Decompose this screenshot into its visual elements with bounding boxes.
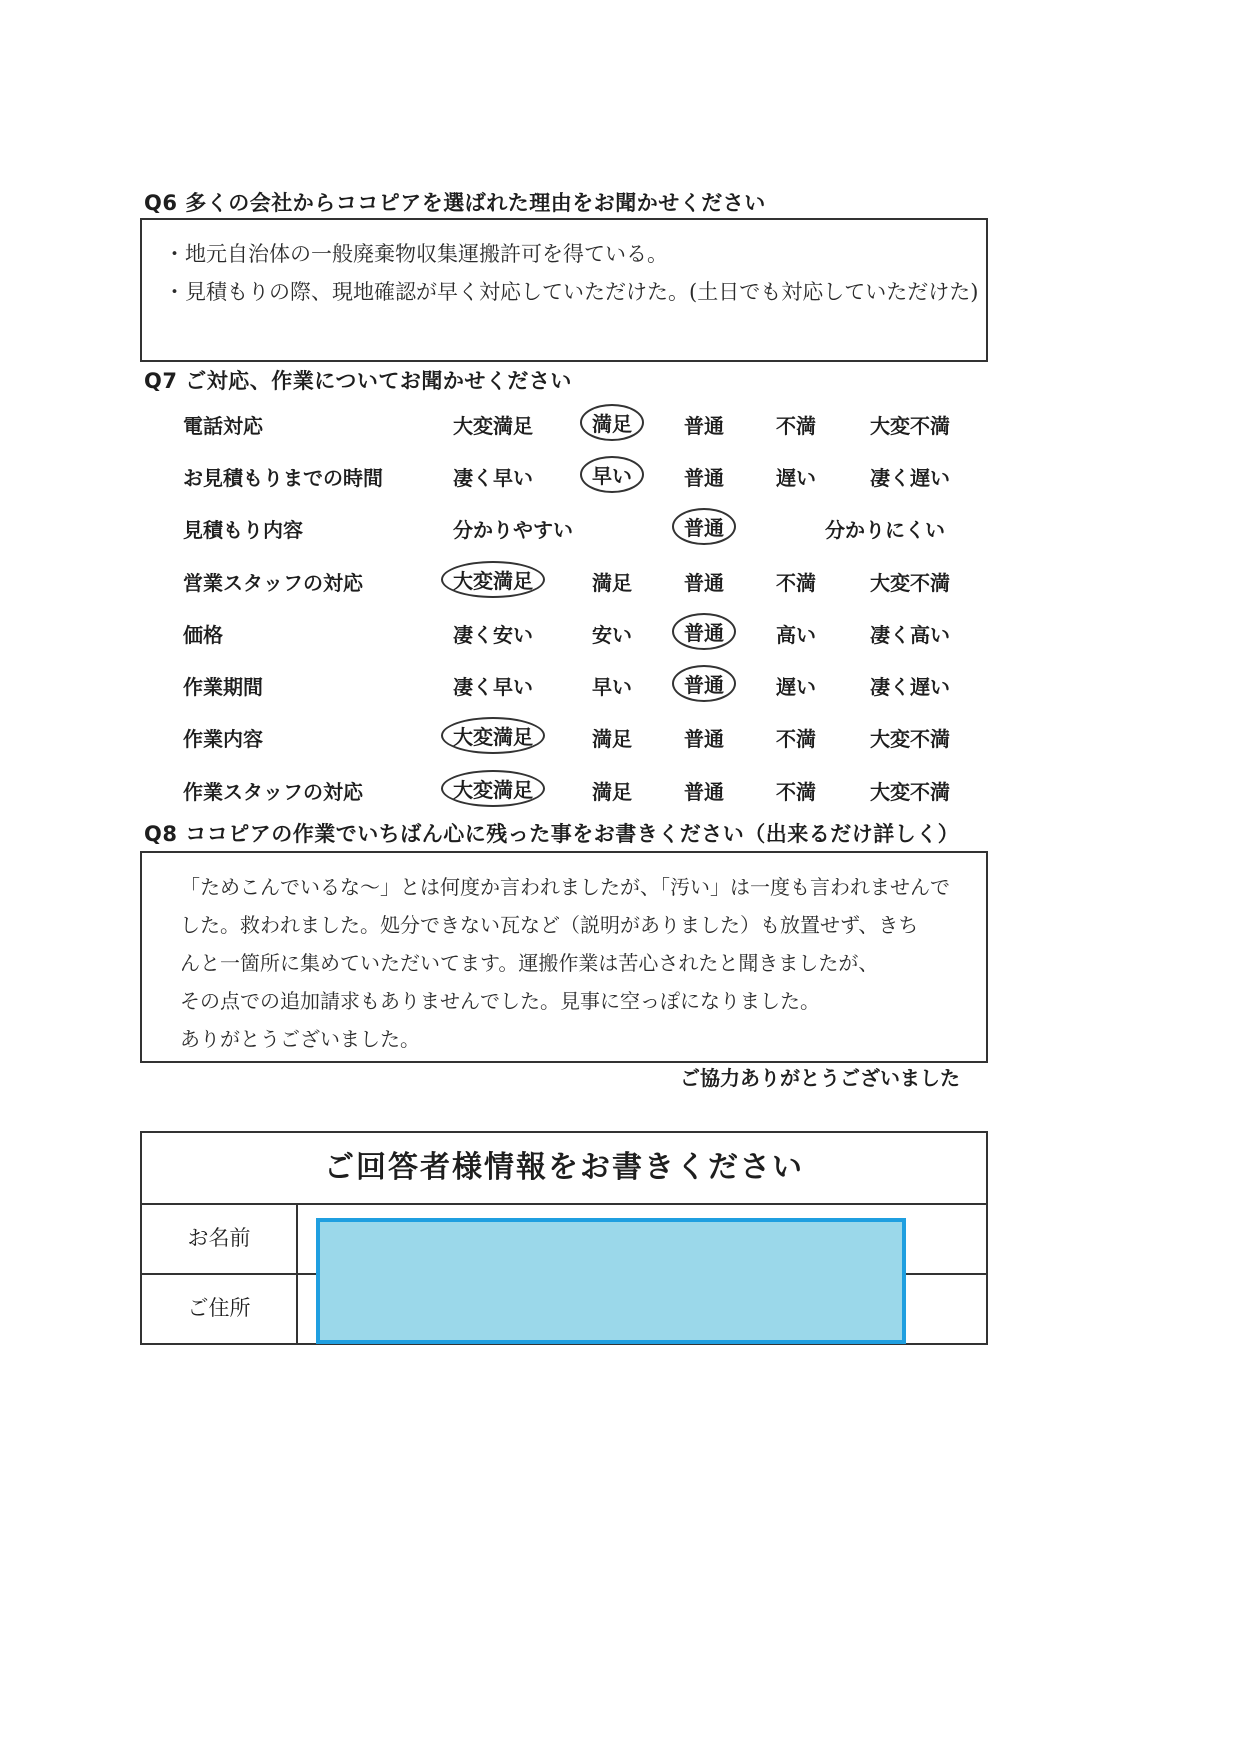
rating-option: 不満 (776, 414, 816, 438)
rating-row (0, 567, 1240, 601)
rating-row (0, 462, 1240, 496)
q8-answer-line: その点での追加請求もありませんでした。見事に空っぽになりました。 (180, 989, 820, 1013)
rating-option: 早い (592, 675, 632, 699)
rating-row-label: 電話対応 (183, 414, 263, 438)
rating-row-label: 作業内容 (183, 727, 263, 751)
rating-option-selected: 普通 (672, 613, 736, 650)
q8-answer-line: した。救われました。処分できない瓦など（説明がありました）も放置せず、きち (180, 913, 919, 937)
rating-option: 満足 (592, 571, 632, 595)
q6-answer-line: ・見積もりの際、現地確認が早く対応していただけた。(土日でも対応していただけた) (164, 280, 979, 304)
rating-option: 普通 (684, 571, 724, 595)
rating-row (0, 619, 1240, 653)
rating-option: 安い (592, 623, 632, 647)
rating-option: 分かりにくい (825, 518, 945, 542)
rating-option: 不満 (776, 571, 816, 595)
rating-option-selected: 大変満足 (441, 770, 545, 807)
rating-option: 満足 (592, 727, 632, 751)
rating-row-label: 作業期間 (183, 675, 263, 699)
q6-title: Q6 多くの会社からココピアを選ばれた理由をお聞かせください (144, 191, 766, 215)
rating-row-label: 営業スタッフの対応 (183, 571, 363, 595)
rating-option: 凄く高い (870, 623, 950, 647)
address-label: ご住所 (142, 1273, 298, 1343)
rating-option: 遅い (776, 466, 816, 490)
rating-option: 普通 (684, 414, 724, 438)
rating-option: 分かりやすい (453, 518, 573, 542)
rating-option-selected: 大変満足 (441, 561, 545, 598)
rating-row (0, 776, 1240, 810)
rating-option: 凄く遅い (870, 675, 950, 699)
rating-option: 大変不満 (870, 414, 950, 438)
q7-title: Q7 ご対応、作業についてお聞かせください (144, 369, 572, 393)
rating-option: 不満 (776, 727, 816, 751)
rating-row (0, 410, 1240, 444)
rating-option: 凄く早い (453, 675, 533, 699)
rating-option: 高い (776, 623, 816, 647)
rating-option-selected: 満足 (580, 404, 644, 441)
rating-option: 凄く早い (453, 466, 533, 490)
rating-option: 大変不満 (870, 727, 950, 751)
rating-row-label: 見積もり内容 (183, 518, 303, 542)
rating-option: 凄く遅い (870, 466, 950, 490)
q6-answer-box (140, 218, 988, 362)
redaction-box (316, 1218, 906, 1344)
rating-row (0, 671, 1240, 705)
rating-option: 大変満足 (453, 414, 533, 438)
rating-option-selected: 普通 (672, 508, 736, 545)
q8-answer-line: んと一箇所に集めていただいてます。運搬作業は苦心されたと聞きましたが、 (180, 951, 879, 975)
rating-option-selected: 大変満足 (441, 717, 545, 754)
rating-row (0, 723, 1240, 757)
rating-option: 凄く安い (453, 623, 533, 647)
rating-option: 不満 (776, 780, 816, 804)
q8-answer-line: ありがとうございました。 (180, 1027, 420, 1051)
rating-option: 大変不満 (870, 780, 950, 804)
rating-option: 遅い (776, 675, 816, 699)
rating-option: 普通 (684, 466, 724, 490)
q8-title: Q8 ココピアの作業でいちばん心に残った事をお書きください（出来るだけ詳しく） (144, 822, 960, 846)
respondent-info-heading: ご回答者様情報をお書きください (142, 1133, 986, 1205)
rating-row (0, 514, 1240, 548)
rating-option-selected: 普通 (672, 665, 736, 702)
rating-option: 普通 (684, 780, 724, 804)
rating-row-label: お見積もりまでの時間 (183, 466, 383, 490)
rating-option: 普通 (684, 727, 724, 751)
closing-thanks: ご協力ありがとうございました (680, 1066, 960, 1090)
rating-row-label: 作業スタッフの対応 (183, 780, 363, 804)
rating-option: 大変不満 (870, 571, 950, 595)
rating-row-label: 価格 (183, 623, 223, 647)
rating-option-selected: 早い (580, 456, 644, 493)
name-label: お名前 (142, 1203, 298, 1273)
q8-answer-line: 「ためこんでいるな〜」とは何度か言われましたが、「汚い」は一度も言われませんで (180, 875, 950, 899)
rating-option: 満足 (592, 780, 632, 804)
q8-answer-box (140, 851, 988, 1063)
q6-answer-line: ・地元自治体の一般廃棄物収集運搬許可を得ている。 (164, 242, 668, 266)
